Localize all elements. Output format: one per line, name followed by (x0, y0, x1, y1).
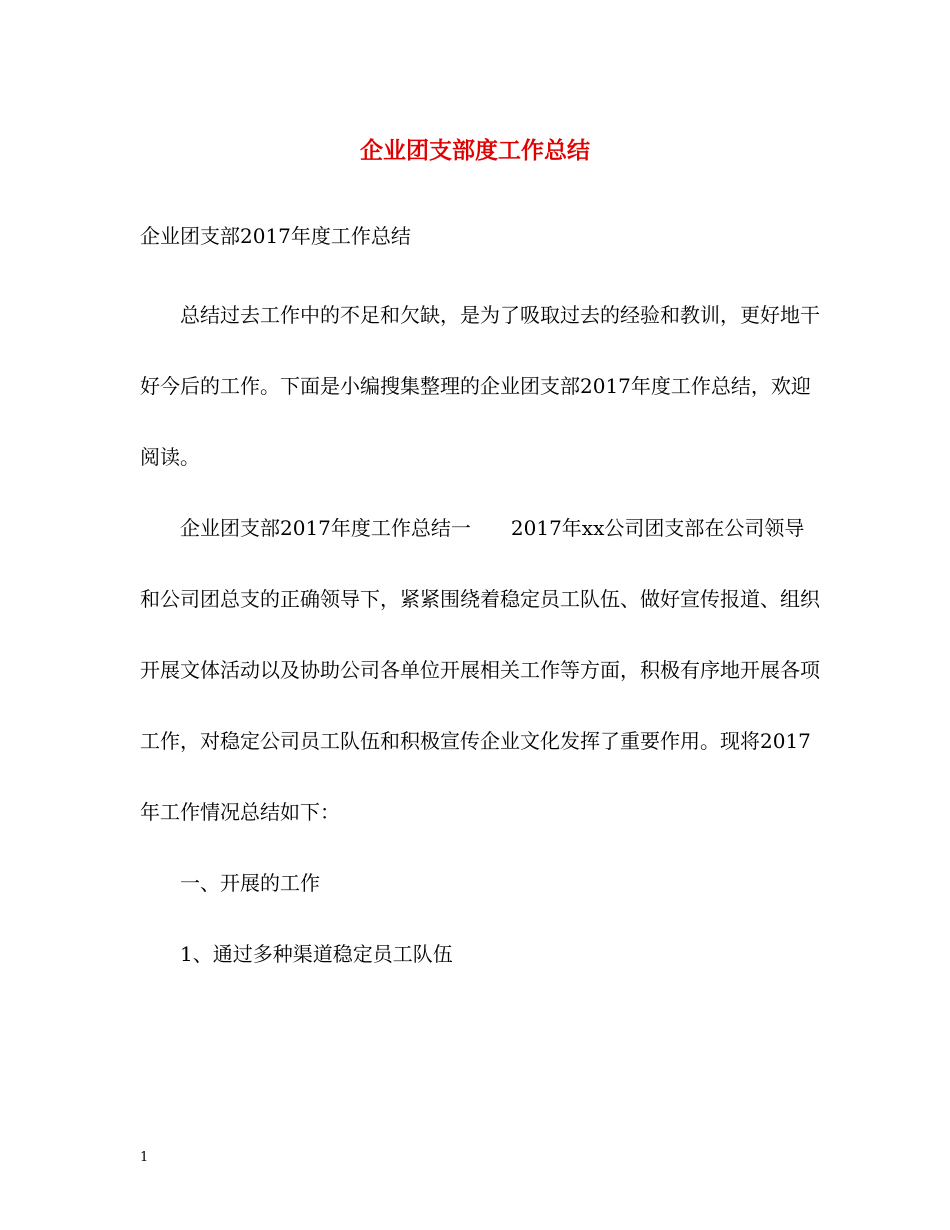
document-title: 企业团支部度工作总结 (360, 137, 590, 164)
subsection-heading: 1、通过多种渠道稳定员工队伍 (180, 942, 453, 966)
document-subtitle: 企业团支部2017年度工作总结 (140, 224, 411, 248)
section-heading: 一、开展的工作 (180, 871, 320, 895)
page-number: 1 (140, 1150, 149, 1165)
intro-paragraph: 总结过去工作中的不足和欠缺，是为了吸取过去的经验和教训，更好地干好今后的工作。下面是小编搜集整理的企业团支部2017年度工作总结，欢迎阅读。 (140, 303, 820, 469)
summary-paragraph: 企业团支部2017年度工作总结一 2017年xx公司团支部在公司领导和公司团总支的正确领导下，紧紧围绕着稳定员工队伍、做好宣传报道、组织开展文体活动以及协助公司各单位开展相关工作等方面，积极有序地开展各项工作，对稳定公司员工队伍和积极宣传企业文化发挥了重要作用。现将2017年工作情况总结如下： (140, 516, 820, 824)
document-body (140, 220, 820, 990)
